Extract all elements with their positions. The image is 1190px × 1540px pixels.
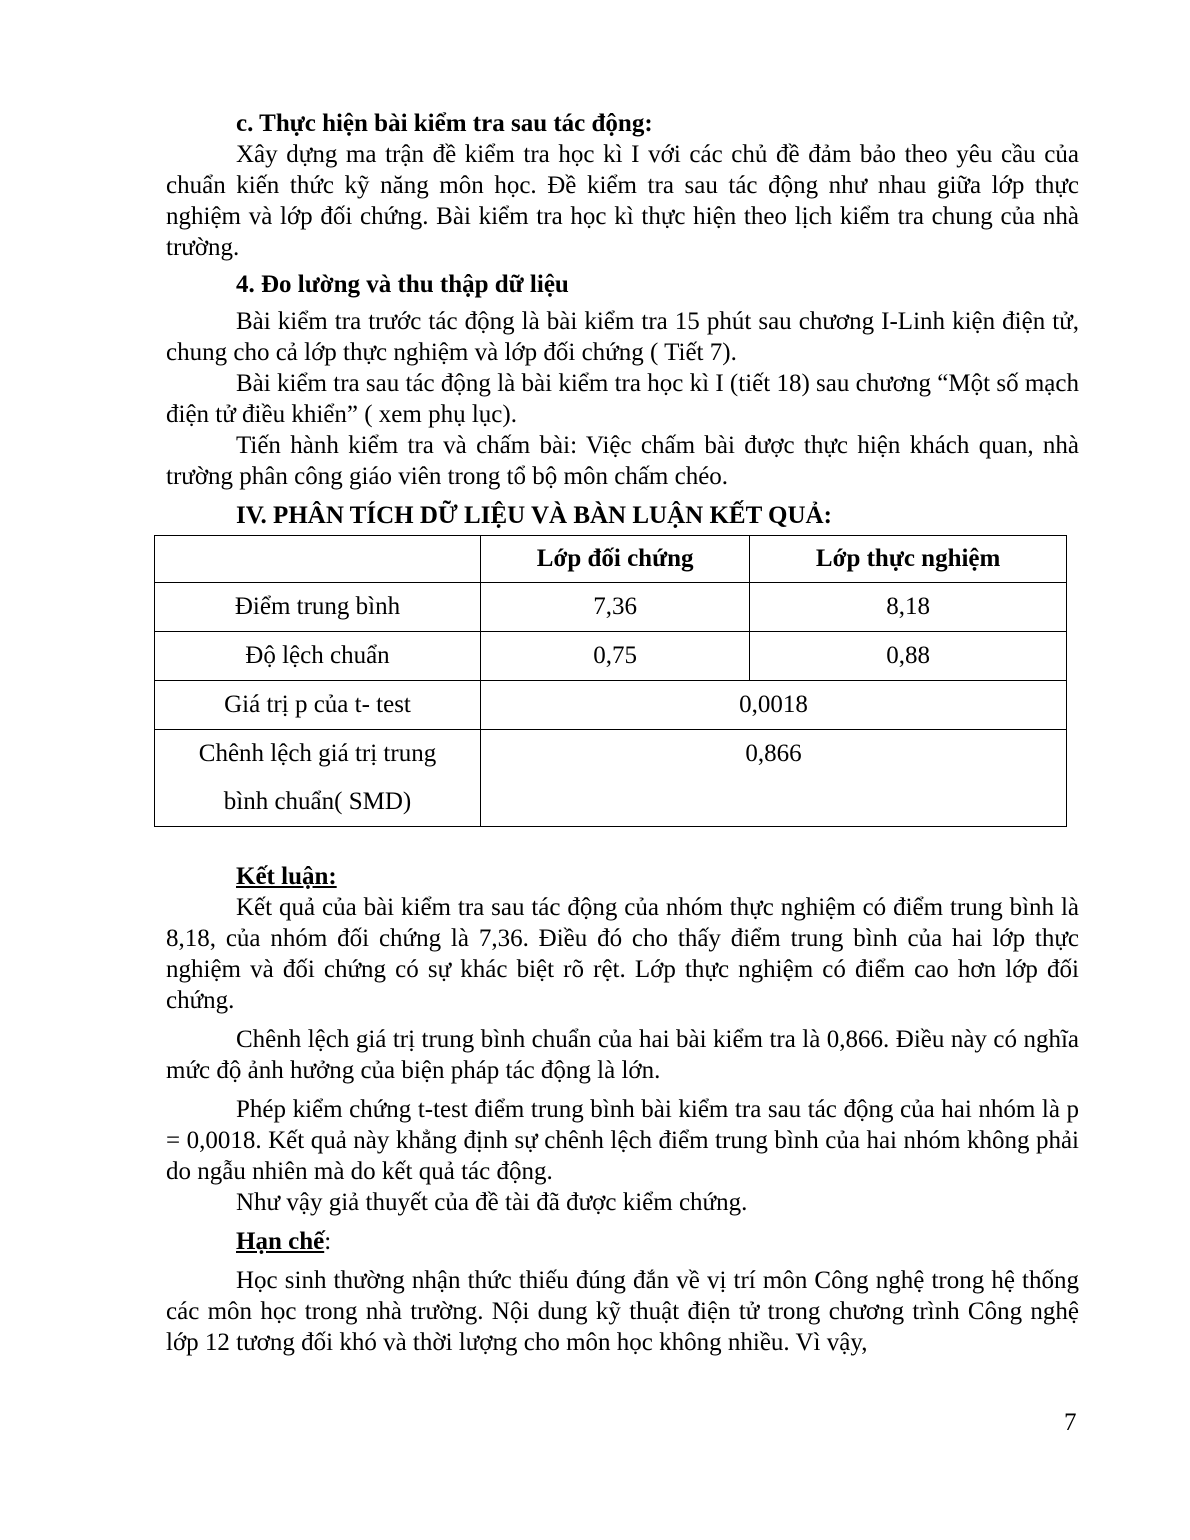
- row-label-mean: Điểm trung bình: [155, 583, 481, 632]
- conclusion-heading-wrap: [166, 861, 1079, 892]
- header-control-class: Lớp đối chứng: [481, 536, 750, 583]
- conclusion-paragraph-4: Như vậy giả thuyết của đề tài đã được kiểm chứng.: [236, 1189, 748, 1216]
- conclusion-paragraph-1: Kết quả của bài kiểm tra sau tác động của nhóm thực nghiệm có điểm trung bình là 8,18, của nhóm đối chứng là 7,36. Điều đó cho thấy điểm trung bình của hai lớp thực nghiệm và đối chứng có sự khác biệt rõ rệt. Lớp thực nghiệm có điểm cao hơn lớp đối chứng.: [166, 894, 1079, 1014]
- page-number: 7: [1064, 1409, 1077, 1436]
- mean-experiment-value: 8,18: [750, 583, 1067, 632]
- table-row: [155, 632, 1067, 681]
- section-c-heading: c. Thực hiện bài kiểm tra sau tác động:: [236, 110, 653, 137]
- smd-label-line-1: Chênh lệch giá trị trung: [198, 740, 437, 767]
- section-c-paragraph: Xây dựng ma trận đề kiểm tra học kì I với các chủ đề đảm bảo theo yêu cầu của chuẩn kiến thức kỹ năng môn học. Đề kiểm tra sau tác động như nhau giữa lớp thực nghiệm và lớp đối chứng. Bài kiểm tra học kì thực hiện theo lịch kiểm tra chung của nhà trường.: [166, 141, 1079, 261]
- std-experiment-value: 0,88: [750, 632, 1067, 681]
- limits-heading: Hạn chế: [236, 1228, 325, 1255]
- smd-label-line-2: bình chuẩn( SMD): [223, 788, 412, 815]
- section-4-heading: 4. Đo lường và thu thập dữ liệu: [236, 271, 569, 298]
- table-row: [155, 583, 1067, 632]
- section-4-paragraph-1: Bài kiểm tra trước tác động là bài kiểm tra 15 phút sau chương I-Linh kiện điện tử, chung cho cả lớp thực nghiệm và lớp đối chứng ( Tiết 7).: [166, 308, 1079, 366]
- row-label-std: Độ lệch chuẩn: [155, 632, 481, 681]
- conclusion-paragraph-2: Chênh lệch giá trị trung bình chuẩn của hai bài kiểm tra là 0,866. Điều này có nghĩa mức độ ảnh hưởng của biện pháp tác động là lớn.: [166, 1026, 1079, 1084]
- header-experiment-class: Lớp thực nghiệm: [750, 536, 1067, 583]
- pvalue-value: 0,0018: [481, 681, 1067, 730]
- conclusion-heading: Kết luận:: [236, 863, 337, 890]
- row-label-pvalue: Giá trị p của t- test: [155, 681, 481, 730]
- header-empty-cell: [155, 536, 481, 583]
- smd-value: 0,866: [481, 730, 1067, 827]
- table-row: [155, 681, 1067, 730]
- limits-paragraph: Học sinh thường nhận thức thiếu đúng đắn về vị trí môn Công nghệ trong hệ thống các môn học trong nhà trường. Nội dung kỹ thuật điện tử trong chương trình Công nghệ lớp 12 tương đối khó và thời lượng cho môn học không nhiều. Vì vậy,: [166, 1267, 1079, 1356]
- section-4-paragraph-2: Bài kiểm tra sau tác động là bài kiểm tra học kì I (tiết 18) sau chương “Một số mạch điện tử điều khiển” ( xem phụ lục).: [166, 370, 1079, 428]
- mean-control-value: 7,36: [481, 583, 750, 632]
- row-label-smd: [155, 730, 481, 827]
- section-iv-heading: IV. PHÂN TÍCH DỮ LIỆU VÀ BÀN LUẬN KẾT QUẢ:: [236, 502, 832, 529]
- table-row: [155, 730, 1067, 827]
- conclusion-paragraph-3: Phép kiểm chứng t-test điểm trung bình bài kiểm tra sau tác động của hai nhóm là p = 0,0018. Kết quả này khẳng định sự chênh lệch điểm trung bình của hai nhóm không phải do ngẫu nhiên mà do kết quả tác động.: [166, 1096, 1079, 1185]
- table-header-row: [155, 536, 1067, 583]
- limits-heading-colon: :: [324, 1228, 332, 1255]
- section-4-paragraph-3: Tiến hành kiểm tra và chấm bài: Việc chấm bài được thực hiện khách quan, nhà trường phân công giáo viên trong tổ bộ môn chấm chéo.: [166, 432, 1079, 490]
- results-table: [154, 535, 1067, 827]
- limits-heading-wrap: [166, 1226, 1079, 1257]
- std-control-value: 0,75: [481, 632, 750, 681]
- document-page: [166, 108, 1079, 1358]
